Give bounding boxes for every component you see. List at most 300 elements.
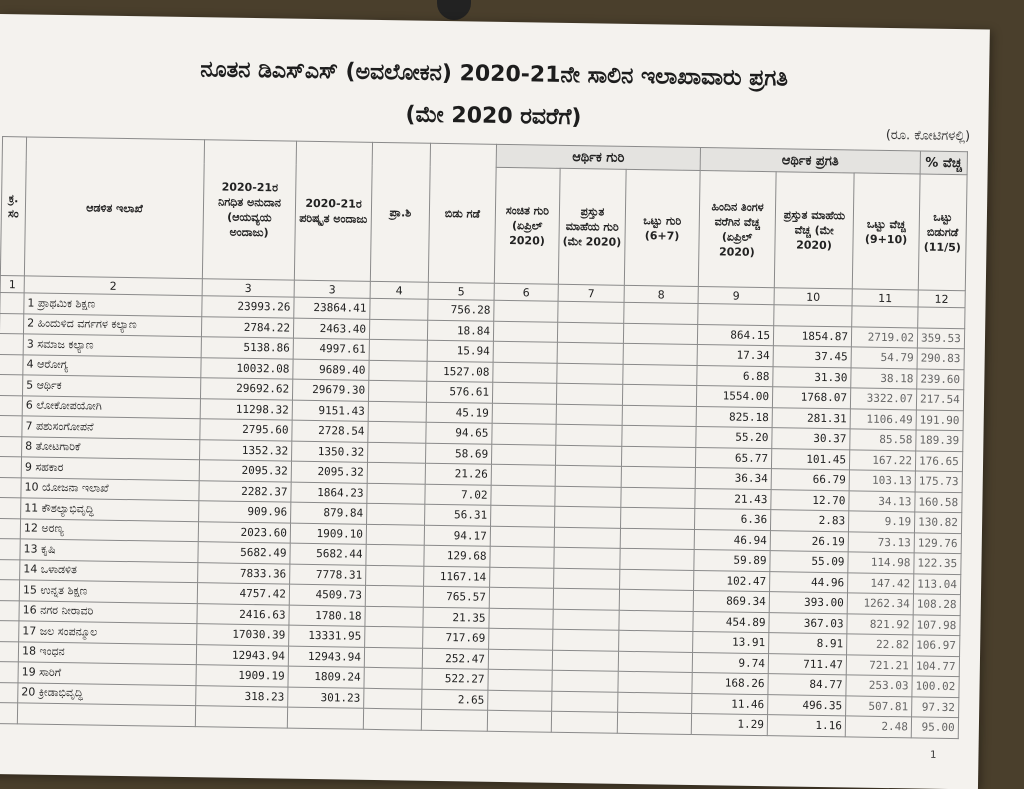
cell-revised-estimate: 5682.44: [290, 543, 366, 565]
cell-target-april: [491, 485, 555, 507]
cell-empty: [287, 707, 363, 729]
cell-department: 3 ಸಮಾಜ ಕಲ್ಯಾಣ: [23, 334, 201, 357]
cell-target-april: [491, 505, 555, 527]
cell-revised-estimate: 1809.24: [288, 666, 364, 688]
cell-department: 10 ಯೋಜನಾ ಇಲಾಖೆ: [21, 477, 199, 500]
cell-target-april: [488, 669, 552, 691]
cell-target-total: [622, 425, 696, 447]
cell-revised-estimate: 301.23: [288, 687, 364, 709]
header-financial-progress: ಆರ್ಥಿಕ ಪ್ರಗತಿ: [700, 148, 920, 174]
cell-department: 12 ಅರಣ್ಯ: [20, 518, 198, 541]
cell-release: 21.26: [425, 463, 491, 485]
cell-percent: 106.97: [913, 635, 960, 656]
cell-target-april: [492, 423, 556, 445]
cell-revised-estimate: 1780.18: [289, 605, 365, 627]
column-number: 5: [428, 282, 494, 300]
cell-percent: 113.04: [914, 573, 961, 594]
cell-pra-shi: [365, 606, 423, 627]
cell-sl-no: [0, 559, 20, 580]
cell-department: 6 ಲೋಕೋಪಯೋಗಿ: [22, 395, 200, 418]
cell-progress-total: 85.58: [850, 429, 916, 451]
cell-target-total: [618, 671, 692, 693]
cell-target-total: [621, 446, 695, 468]
cell-target-may: [556, 424, 622, 446]
cell-target-may: [552, 670, 618, 692]
cell-progress-total: 1106.49: [850, 408, 916, 430]
cell-progress-april: 65.77: [695, 447, 771, 469]
cell-target-may: [557, 342, 623, 364]
cell-sl-no: [0, 436, 22, 457]
cell-revised-estimate: 4509.73: [289, 584, 365, 606]
cell-release: 2.65: [422, 689, 488, 711]
cell-progress-may: 8.91: [769, 633, 847, 655]
cell-percent: 176.65: [915, 450, 962, 471]
cell-sl-no: [0, 293, 24, 314]
cell-release: 522.27: [422, 668, 488, 690]
cell-sl-no: [0, 518, 21, 539]
cell-release: 1167.14: [424, 566, 490, 588]
cell-progress-total: 167.22: [849, 449, 915, 471]
cell-sl-no: [0, 620, 19, 641]
cell-percent: 95.00: [911, 717, 958, 738]
cell-progress-april: 13.91: [693, 631, 769, 653]
cell-release: 21.35: [423, 607, 489, 629]
cell-budget-estimate: 2784.22: [201, 316, 293, 338]
header-progress-april: ಹಿಂದಿನ ತಿಂಗಳ ವರೆಗಿನ ವೆಚ್ಚ (ಏಪ್ರಿಲ್ 2020): [698, 171, 776, 288]
cell-sl-no: [0, 416, 22, 437]
cell-target-may: [553, 588, 619, 610]
cell-revised-estimate: 9151.43: [292, 400, 368, 422]
cell-pra-shi: [368, 380, 426, 401]
cell-progress-total: 34.13: [849, 490, 915, 512]
cell-percent: 359.53: [917, 327, 964, 348]
cell-pra-shi: [369, 319, 427, 340]
cell-progress-total: 22.82: [847, 634, 913, 656]
cell-revised-estimate: 879.84: [291, 502, 367, 524]
cell-progress-may: 281.31: [772, 407, 850, 429]
cell-progress-total: 2.48: [845, 716, 911, 738]
cell-budget-estimate: 12943.94: [196, 644, 288, 666]
document-title: ನೂತನ ಡಿಎಸ್‌ಎಸ್ (ಅವಲೋಕನ) 2020-21ನೇ ಸಾಲಿನ ಇಲಾಖಾವಾರು ಪ್ರಗತಿ: [200, 57, 789, 92]
cell-pra-shi: [369, 339, 427, 360]
cell-department: 4 ಆರೋಗ್ಯ: [23, 354, 201, 377]
cell-budget-estimate: 11298.32: [200, 398, 292, 420]
cell-target-total: [623, 364, 697, 386]
cell-release: 45.19: [426, 402, 492, 424]
cell-progress-may: 1.16: [767, 715, 845, 737]
cell-revised-estimate: 7778.31: [290, 564, 366, 586]
cell-progress-may: 1768.07: [772, 387, 850, 409]
cell-pra-shi: [367, 462, 425, 483]
cell-target-total: [621, 507, 695, 529]
cell-target-april: [493, 341, 557, 363]
cell-sl-no: [0, 641, 19, 662]
cell-progress-april: 36.34: [695, 467, 771, 489]
cell-target-may: [555, 445, 621, 467]
cell-progress-april: 825.18: [696, 406, 772, 428]
cell-budget-estimate: 1909.19: [196, 665, 288, 687]
cell-revised-estimate: 4997.61: [293, 338, 369, 360]
cell-progress-april: 55.20: [696, 426, 772, 448]
cell-pra-shi: [365, 626, 423, 647]
cell-progress-april: 869.34: [693, 590, 769, 612]
cell-progress-april: 454.89: [693, 611, 769, 633]
cell-empty: [487, 710, 551, 732]
header-target-april: ಸಂಚಿತ ಗುರಿ (ಏಪ್ರಿಲ್ 2020): [494, 167, 560, 284]
cell-percent: 107.98: [913, 614, 960, 635]
cell-progress-may: 37.45: [773, 346, 851, 368]
unit-note: (ರೂ. ಕೋಟಿಗಳಲ್ಲಿ): [885, 127, 971, 145]
cell-percent: [918, 307, 965, 328]
cell-target-april: [492, 382, 556, 404]
cell-progress-total: 821.92: [847, 613, 913, 635]
cell-department: 5 ಆರ್ಥಿಕ: [23, 375, 201, 398]
cell-target-total: [620, 569, 694, 591]
cell-empty: [195, 706, 287, 728]
cell-target-april: [491, 444, 555, 466]
cell-progress-may: 711.47: [768, 653, 846, 675]
cell-progress-total: 114.98: [848, 552, 914, 574]
table-body: [0, 293, 965, 739]
header-sl-no: ಕ್ರ. ಸಂ: [0, 137, 26, 276]
cell-target-may: [555, 465, 621, 487]
cell-percent: 97.32: [912, 696, 959, 717]
cell-target-april: [489, 587, 553, 609]
cell-budget-estimate: 2095.32: [199, 460, 291, 482]
cell-target-total: [619, 610, 693, 632]
cell-department: 11 ಕೌಶಲ್ಯಾಭಿವೃದ್ಧಿ: [21, 498, 199, 521]
header-progress-total: ಒಟ್ಟು ವೆಚ್ಚ (9+10): [852, 173, 920, 290]
cell-budget-estimate: 2416.63: [197, 603, 289, 625]
cell-pra-shi: [367, 483, 425, 504]
cell-pra-shi: [364, 667, 422, 688]
cell-release: 756.28: [428, 299, 494, 321]
cell-empty: [421, 709, 487, 731]
cell-progress-total: 9.19: [848, 511, 914, 533]
cell-release: 7.02: [425, 484, 491, 506]
cell-release: 94.17: [424, 525, 490, 547]
cell-revised-estimate: 13331.95: [289, 625, 365, 647]
cell-progress-april: 17.34: [697, 344, 773, 366]
cell-progress-may: 30.37: [772, 428, 850, 450]
cell-pra-shi: [364, 647, 422, 668]
cell-percent: 191.90: [916, 409, 963, 430]
cell-progress-may: 12.70: [771, 489, 849, 511]
cell-target-april: [488, 649, 552, 671]
cell-target-may: [556, 404, 622, 426]
header-financial-target: ಆರ್ಥಿಕ ಗುರಿ: [496, 144, 700, 170]
column-number: 10: [774, 288, 852, 306]
cell-department: 18 ಇಂಧನ: [18, 641, 196, 664]
cell-budget-estimate: 23993.26: [202, 296, 294, 318]
cell-revised-estimate: 23864.41: [294, 297, 370, 319]
cell-percent: 129.76: [914, 532, 961, 553]
header-target-total: ಒಟ್ಟು ಗುರಿ (6+7): [624, 169, 700, 286]
cell-progress-total: 73.13: [848, 531, 914, 553]
header-revised-estimate: 2020-21ರ ಪರಿಷ್ಕೃತ ಅಂದಾಜು: [294, 141, 372, 281]
cell-percent: 130.82: [914, 512, 961, 533]
cell-target-total: [618, 692, 692, 714]
cell-department: 15 ಉನ್ನತ ಶಿಕ್ಷಣ: [19, 580, 197, 603]
cell-progress-may: 2.83: [770, 510, 848, 532]
cell-target-april: [490, 526, 554, 548]
cell-progress-may: 1854.87: [773, 325, 851, 347]
cell-progress-april: 6.36: [694, 508, 770, 530]
cell-progress-total: 54.79: [851, 347, 917, 369]
progress-table: [0, 136, 968, 739]
cell-target-april: [490, 567, 554, 589]
cell-target-april: [488, 690, 552, 712]
cell-target-april: [494, 300, 558, 322]
column-number: 1: [0, 276, 24, 293]
cell-department: 20 ಕ್ರೀಡಾಭಿವೃದ್ಧಿ: [18, 682, 196, 705]
cell-progress-april: 46.94: [694, 529, 770, 551]
cell-target-may: [557, 322, 623, 344]
header-department: ಆಡಳಿತ ಇಲಾಖೆ: [24, 137, 204, 279]
cell-sl-no: [0, 580, 20, 601]
cell-release: 717.69: [423, 627, 489, 649]
cell-department: 14 ಒಳಾಡಳಿತ: [20, 559, 198, 582]
cell-empty: [0, 702, 18, 723]
cell-department: 17 ಜಲ ಸಂಪನ್ಮೂಲ: [19, 621, 197, 644]
column-number: 2: [24, 276, 202, 296]
cell-progress-may: 31.30: [773, 366, 851, 388]
cell-target-total: [620, 548, 694, 570]
cell-budget-estimate: 5138.86: [201, 337, 293, 359]
cell-sl-no: [0, 682, 18, 703]
cell-target-total: [619, 589, 693, 611]
cell-target-may: [554, 527, 620, 549]
cell-budget-estimate: 4757.42: [197, 583, 289, 605]
cell-sl-no: [0, 395, 23, 416]
cell-sl-no: [0, 354, 23, 375]
cell-release: 56.31: [425, 504, 491, 526]
cell-progress-april: 59.89: [694, 549, 770, 571]
cell-sl-no: [0, 457, 22, 478]
cell-progress-may: 66.79: [771, 469, 849, 491]
cell-progress-may: 367.03: [769, 612, 847, 634]
cell-pra-shi: [366, 524, 424, 545]
cell-progress-april: 1.29: [691, 713, 767, 735]
cell-target-total: [620, 528, 694, 550]
cell-target-total: [623, 343, 697, 365]
cell-revised-estimate: 1864.23: [291, 482, 367, 504]
cell-pra-shi: [368, 442, 426, 463]
cell-release: 58.69: [425, 443, 491, 465]
cell-department: 7 ಪಶುಸಂಗೋಪನೆ: [22, 416, 200, 439]
cell-budget-estimate: 10032.08: [201, 357, 293, 379]
cell-department: 13 ಕೃಷಿ: [20, 539, 198, 562]
cell-progress-april: 9.74: [692, 652, 768, 674]
cell-empty: [551, 711, 617, 733]
cell-budget-estimate: 7833.36: [198, 562, 290, 584]
cell-revised-estimate: 2095.32: [291, 461, 367, 483]
column-number: 6: [494, 283, 558, 301]
cell-department: 9 ಸಹಕಾರ: [21, 457, 199, 480]
cell-percent: 175.73: [915, 471, 962, 492]
binder-clip: [437, 0, 471, 20]
cell-department: 2 ಹಿಂದುಳಿದ ವರ್ಗಗಳ ಕಲ್ಯಾಣ: [23, 313, 201, 336]
header-percent-group: % ವೆಚ್ಚ: [920, 151, 967, 175]
cell-target-april: [493, 362, 557, 384]
cell-progress-april: 11.46: [692, 693, 768, 715]
column-number: 7: [558, 284, 624, 302]
cell-target-may: [556, 383, 622, 405]
cell-progress-may: 26.19: [770, 530, 848, 552]
cell-pra-shi: [365, 585, 423, 606]
cell-target-april: [493, 321, 557, 343]
cell-percent: 160.58: [915, 491, 962, 512]
cell-department: 16 ನಗರ ನೀರಾವರಿ: [19, 600, 197, 623]
cell-progress-may: 44.96: [770, 571, 848, 593]
cell-target-may: [554, 547, 620, 569]
cell-budget-estimate: 17030.39: [197, 624, 289, 646]
cell-pra-shi: [366, 565, 424, 586]
cell-target-total: [622, 384, 696, 406]
cell-target-total: [621, 487, 695, 509]
cell-target-april: [489, 608, 553, 630]
cell-release: 765.57: [423, 586, 489, 608]
column-number: 12: [918, 290, 965, 308]
cell-target-may: [555, 506, 621, 528]
cell-target-total: [621, 466, 695, 488]
cell-percent: 108.28: [913, 594, 960, 615]
cell-release: 129.68: [424, 545, 490, 567]
cell-budget-estimate: 29692.62: [200, 378, 292, 400]
cell-budget-estimate: 5682.49: [198, 542, 290, 564]
cell-target-may: [553, 629, 619, 651]
header-progress-may: ಪ್ರಸ್ತುತ ಮಾಹೆಯ ವೆಚ್ಚ (ಮೇ 2020): [774, 172, 854, 289]
cell-sl-no: [0, 375, 23, 396]
column-number: 8: [624, 285, 698, 303]
cell-department: 1 ಪ್ರಾಥಮಿಕ ಶಿಕ್ಷಣ: [24, 293, 202, 316]
cell-progress-april: 1554.00: [696, 385, 772, 407]
cell-progress-total: 147.42: [848, 572, 914, 594]
cell-release: 252.47: [422, 648, 488, 670]
header-release: ಬಿಡು ಗಡೆ: [428, 143, 496, 283]
header-pra-shi: ಪ್ರಾ.ಶಿ: [370, 142, 430, 282]
cell-progress-may: 55.09: [770, 551, 848, 573]
cell-sl-no: [0, 477, 21, 498]
cell-target-april: [492, 403, 556, 425]
cell-progress-may: [774, 305, 852, 327]
column-number: 4: [370, 281, 428, 299]
cell-progress-april: 168.26: [692, 672, 768, 694]
cell-target-april: [490, 546, 554, 568]
cell-progress-april: 21.43: [695, 488, 771, 510]
cell-target-april: [489, 628, 553, 650]
cell-progress-may: 101.45: [771, 448, 849, 470]
cell-progress-total: 38.18: [851, 367, 917, 389]
cell-target-may: [552, 650, 618, 672]
cell-budget-estimate: 2282.37: [199, 480, 291, 502]
cell-percent: 217.54: [916, 389, 963, 410]
cell-target-total: [624, 302, 698, 324]
cell-progress-total: 721.21: [846, 654, 912, 676]
cell-revised-estimate: 9689.40: [293, 359, 369, 381]
cell-empty: [363, 708, 421, 729]
cell-release: 18.84: [427, 320, 493, 342]
cell-budget-estimate: 2795.60: [200, 419, 292, 441]
page-number: 1: [930, 749, 937, 761]
cell-release: 576.61: [426, 381, 492, 403]
cell-empty: [17, 703, 195, 726]
column-number: 3: [202, 279, 294, 297]
cell-pra-shi: [368, 401, 426, 422]
cell-progress-total: 2719.02: [851, 326, 917, 348]
cell-pra-shi: [364, 688, 422, 709]
cell-progress-april: [698, 304, 774, 326]
document-page: [0, 14, 990, 789]
cell-sl-no: [0, 313, 24, 334]
column-number: 9: [698, 287, 774, 305]
cell-release: 15.94: [427, 340, 493, 362]
cell-empty: [617, 712, 691, 734]
cell-budget-estimate: 2023.60: [198, 521, 290, 543]
cell-progress-total: 253.03: [846, 675, 912, 697]
cell-release: 94.65: [426, 422, 492, 444]
cell-sl-no: [0, 539, 20, 560]
cell-target-may: [557, 363, 623, 385]
cell-target-may: [554, 568, 620, 590]
cell-revised-estimate: 2463.40: [293, 318, 369, 340]
cell-target-may: [555, 486, 621, 508]
column-number: 3: [294, 280, 370, 298]
cell-progress-april: 864.15: [697, 324, 773, 346]
cell-department: 8 ತೋಟಗಾರಿಕೆ: [22, 436, 200, 459]
cell-budget-estimate: 318.23: [196, 685, 288, 707]
cell-progress-total: [852, 306, 918, 328]
cell-percent: 100.02: [912, 676, 959, 697]
cell-sl-no: [0, 600, 19, 621]
cell-target-total: [623, 323, 697, 345]
cell-target-may: [553, 609, 619, 631]
cell-target-april: [491, 464, 555, 486]
cell-revised-estimate: 12943.94: [288, 646, 364, 668]
cell-revised-estimate: 29679.30: [292, 379, 368, 401]
cell-progress-april: 102.47: [694, 570, 770, 592]
cell-pra-shi: [366, 544, 424, 565]
cell-budget-estimate: 909.96: [199, 501, 291, 523]
cell-progress-may: 393.00: [769, 592, 847, 614]
cell-revised-estimate: 1909.10: [290, 523, 366, 545]
header-budget-estimate: 2020-21ರ ನಿಗಧಿತ ಅನುದಾನ (ಆಯವ್ಯಯ ಅಂದಾಜು): [202, 140, 296, 280]
cell-progress-may: 84.77: [768, 674, 846, 696]
cell-sl-no: [0, 334, 23, 355]
cell-target-total: [619, 630, 693, 652]
cell-progress-total: 507.81: [846, 695, 912, 717]
cell-progress-may: 496.35: [768, 694, 846, 716]
cell-sl-no: [0, 661, 18, 682]
cell-target-may: [552, 691, 618, 713]
document-subtitle: (ಮೇ 2020 ರವರೆಗೆ): [405, 102, 582, 131]
cell-percent: 104.77: [912, 655, 959, 676]
cell-release: 1527.08: [427, 361, 493, 383]
header-percent: ಒಟ್ಟು ಬಿಡುಗಡೆ (11/5): [918, 174, 967, 291]
cell-progress-total: 103.13: [849, 470, 915, 492]
cell-progress-total: 3322.07: [850, 388, 916, 410]
cell-target-total: [618, 651, 692, 673]
cell-target-may: [558, 301, 624, 323]
cell-department: 19 ಸಾರಿಗೆ: [18, 662, 196, 685]
cell-pra-shi: [367, 503, 425, 524]
cell-revised-estimate: 2728.54: [292, 420, 368, 442]
cell-percent: 290.83: [917, 348, 964, 369]
cell-revised-estimate: 1350.32: [292, 441, 368, 463]
cell-percent: 122.35: [914, 553, 961, 574]
cell-percent: 189.39: [916, 430, 963, 451]
header-target-may: ಪ್ರಸ್ತುತ ಮಾಹೆಯ ಗುರಿ (ಮೇ 2020): [558, 168, 626, 285]
